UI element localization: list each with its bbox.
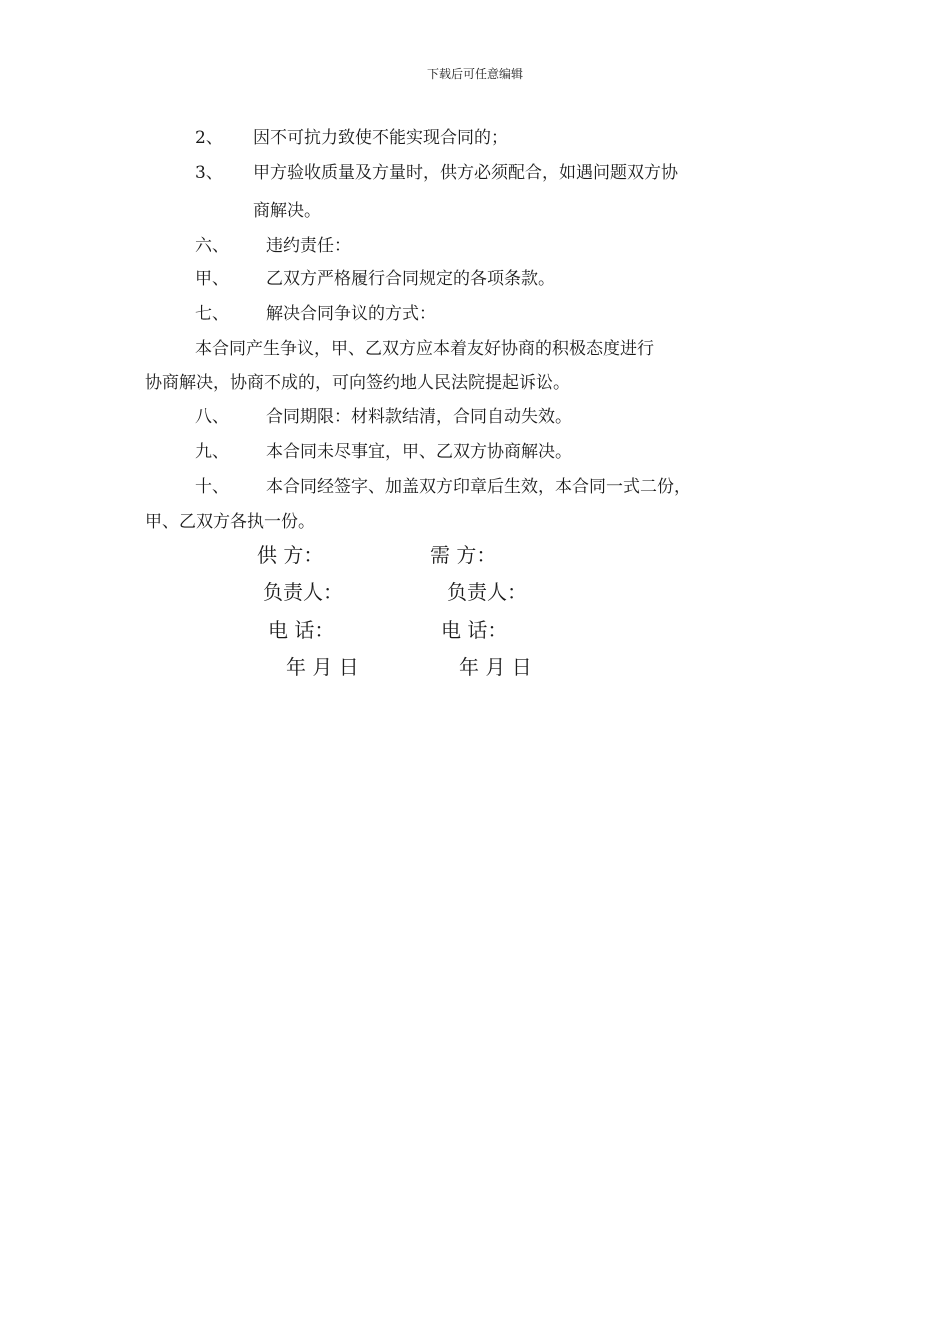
- clause-number: 六、: [195, 236, 229, 256]
- clause-number: 九、: [195, 442, 229, 462]
- buyer-representative-label: 负责人：: [447, 580, 527, 604]
- page-header: 下载后可任意编辑: [426, 67, 523, 81]
- clause-number: 八、: [195, 407, 229, 427]
- supplier-representative-label: 负责人：: [263, 580, 343, 604]
- dispute-paragraph-line-1: 本合同产生争议，甲、乙双方应本着友好协商的积极态度进行: [195, 339, 654, 359]
- clause-text: 合同期限：材料款结清，合同自动失效。: [266, 407, 572, 427]
- dispute-paragraph-line-2: 协商解决，协商不成的，可向签约地人民法院提起诉讼。: [145, 373, 570, 393]
- clause-text: 本合同未尽事宜，甲、乙双方协商解决。: [266, 442, 572, 462]
- supplier-label: 供 方：: [257, 543, 324, 567]
- clause-number: 甲、: [195, 269, 229, 289]
- buyer-phone-label: 电 话：: [441, 618, 508, 642]
- supplier-phone-label: 电 话：: [268, 618, 335, 642]
- buyer-label: 需 方：: [430, 543, 497, 567]
- clause-text: 违约责任：: [266, 236, 351, 256]
- clause-number: 七、: [195, 304, 229, 324]
- buyer-date-label: 年 月 日: [459, 655, 532, 679]
- clause-text-continued: 甲、乙双方各执一份。: [145, 512, 315, 532]
- clause-text: 甲方验收质量及方量时，供方必须配合，如遇问题双方协: [253, 163, 678, 183]
- clause-number: 2、: [195, 128, 223, 148]
- clause-text: 解决合同争议的方式：: [266, 304, 436, 324]
- clause-number: 十、: [195, 477, 229, 497]
- supplier-date-label: 年 月 日: [286, 655, 359, 679]
- clause-text: 因不可抗力致使不能实现合同的；: [253, 128, 508, 148]
- clause-text: 本合同经签字、加盖双方印章后生效，本合同一式二份，: [266, 477, 691, 497]
- clause-text-continued: 商解决。: [253, 201, 321, 221]
- clause-text: 乙双方严格履行合同规定的各项条款。: [266, 269, 555, 289]
- clause-number: 3、: [195, 163, 223, 183]
